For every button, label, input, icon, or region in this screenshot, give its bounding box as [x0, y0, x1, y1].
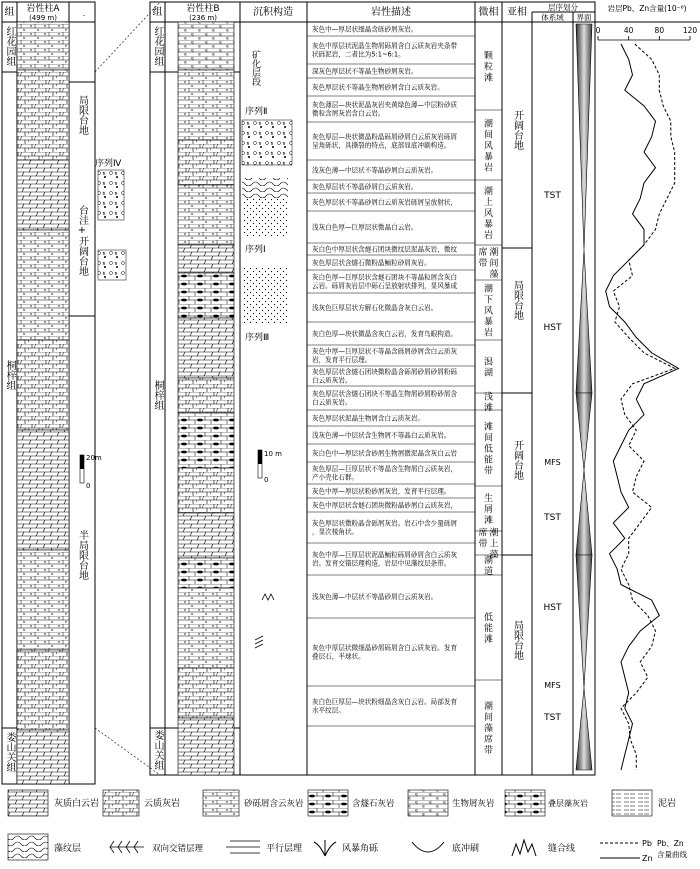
wedge-4 — [576, 470, 592, 555]
microfacies-char: 潮 — [483, 556, 494, 566]
annotation-seq-2: 序列Ⅱ — [245, 107, 268, 117]
microfacies-char: 暴 — [483, 220, 494, 230]
microfacies-char: 带 — [478, 259, 488, 269]
microfacies-char: 间 — [489, 259, 499, 269]
microfacies-char: 藻 — [483, 724, 494, 734]
description-row: 灰色中厚层状含燧石团块微粉晶砂屑白云质灰岩， — [312, 501, 458, 510]
microfacies-char: 岩 — [483, 328, 494, 339]
stylolite-icon — [512, 840, 536, 856]
subfacies-4: 局限台地 — [511, 620, 523, 660]
curve-tick-label: 120 — [682, 26, 698, 35]
description-row: 浅灰色薄—中层状不等晶砂屑白云质灰岩。 — [312, 166, 438, 175]
formation-label-2: 桐梓组 — [152, 380, 163, 410]
col-b-lith-6 — [178, 273, 234, 318]
legend-row-1 — [8, 790, 676, 816]
col-a-lith-5 — [17, 340, 69, 430]
legend-label-cross: 双向交错层理 — [152, 844, 204, 854]
algal-laminae-1 — [242, 178, 288, 198]
col-a-breccia-inset-2 — [98, 250, 126, 280]
microfacies-char: 屑 — [483, 505, 494, 515]
annotation-seq-1: 序列Ⅰ — [245, 245, 266, 255]
col-b-lith-5 — [178, 245, 234, 273]
formation-label-3: 娄山关组 — [152, 730, 163, 770]
microfacies-char: 岩 — [483, 231, 494, 241]
description-row: 灰色中厚层状微细晶砂屑砾屑含白云质灰岩。发育叠层石，半球状。 — [312, 644, 458, 661]
microfacies-char: 生 — [483, 494, 494, 504]
column-b-lithology — [178, 22, 234, 775]
curve-tick-label: 40 — [623, 26, 634, 35]
tract-2: HST — [543, 323, 562, 333]
microfacies-char: 风 — [483, 306, 494, 317]
col-b-lith-3 — [178, 140, 234, 185]
col-a-top-dot: . — [82, 9, 86, 18]
legend-label-stromatolite: 叠层藻灰岩 — [548, 799, 588, 808]
microfacies-char: 带 — [483, 746, 494, 756]
microfacies-char: 席 — [483, 735, 494, 745]
microfacies-char: 上 — [489, 539, 499, 550]
microfacies-char: 间 — [483, 130, 494, 141]
col-b-lith-15 — [178, 718, 234, 775]
legend-swatch-dolo — [8, 790, 48, 816]
header-microfacies: 微相 — [478, 7, 499, 18]
legend-swatch-stromatolite — [505, 790, 545, 816]
legend-label-mud: 泥岩 — [658, 799, 677, 809]
header-systems-tract: 体系域 — [541, 13, 564, 22]
tract-4: TST — [544, 513, 561, 523]
description-row: 灰白色中—厚层状含砂屑生物屑微泥晶含灰白云岩 — [312, 449, 458, 458]
legend-label-lime: 云质灰岩 — [144, 799, 181, 809]
legend-label-scour: 底冲刷 — [452, 844, 480, 854]
header-structure: 沉积构造 — [253, 7, 293, 18]
microfacies-char: 风 — [483, 141, 494, 152]
description-row: 灰白色厚—块状微晶含灰白云岩，发育鸟眼构造。 — [312, 329, 458, 338]
microfacies-char: 风 — [483, 209, 494, 219]
microfacies-char: 间 — [483, 713, 494, 723]
description-row: 浅灰白色厚—巨厚层状微晶白云岩。 — [312, 223, 418, 232]
microfacies-char: 带 — [483, 466, 494, 477]
sequence-wedges — [576, 24, 592, 770]
legend-label-bio: 生物屑灰岩 — [452, 799, 495, 809]
tract-5: HST — [543, 603, 562, 613]
col-a-lith-8 — [17, 650, 69, 730]
legend-zn-label: Zn — [642, 854, 653, 863]
parallel-bedding-icon — [226, 841, 260, 853]
microfacies-char: 席 — [478, 528, 488, 539]
curve-axis-ticks — [596, 26, 698, 40]
col-b-lith-1 — [178, 22, 234, 70]
wedge-3 — [576, 393, 592, 470]
legend-swatch-lime — [103, 790, 139, 816]
col-b-lith-14 — [178, 668, 234, 718]
microfacies-char: 颗 — [483, 51, 494, 62]
microfacies-char: 道 — [483, 567, 494, 577]
tract-7: TST — [544, 713, 561, 723]
microfacies-char: 潮 — [489, 248, 499, 258]
col-a-formation-1: 红花园组 — [4, 26, 15, 66]
zn-curve — [606, 44, 679, 770]
description-row: 灰白色中厚层状含燧石团块微纹层泥晶灰岩，微纹 — [312, 245, 458, 254]
structure-drawings — [242, 49, 292, 648]
description-row: 灰色厚层状不等晶砂屑白云质灰岩。 — [312, 182, 418, 191]
description-row: 灰色中厚—巨厚层状不等晶含砾屑砂屑含白云质灰岩，发育平行层理。 — [312, 347, 458, 364]
cross-bedding-icon — [110, 841, 144, 853]
col-b-lith-4 — [178, 185, 234, 245]
legend-label-chert: 含燧石灰岩 — [352, 799, 395, 809]
microfacies-char: 滩 — [483, 403, 494, 414]
legend — [8, 790, 687, 863]
col-b-scale-fill — [258, 450, 262, 464]
description-row: 深灰色厚层状不等晶生物砂屑灰岩。 — [312, 67, 418, 76]
col-a-scale-value: 20m — [86, 454, 102, 462]
description-row: 灰色厚层状含燧石微粉晶鲕粒砂屑灰岩。 — [312, 258, 431, 267]
subfacies-1: 开阔台地 — [511, 110, 523, 150]
curve-tick-label: 0 — [595, 26, 601, 35]
annotation-seq-3: 序列Ⅲ — [245, 333, 270, 343]
description-row: 灰色厚层状不等晶生物屑砂屑含白云质灰岩。 — [312, 83, 444, 92]
header-description: 岩性描述 — [371, 7, 411, 18]
stylolite-mark — [262, 594, 274, 600]
microfacies-column — [475, 51, 502, 776]
legend-swatch-chert — [308, 790, 348, 816]
description-row: 灰色中厚—厚层状粉砂屑灰岩，发育平行层理。 — [312, 487, 451, 496]
col-b-lith-7 — [178, 318, 234, 378]
legend-label-sandgravel: 砂砾屑含云灰岩 — [244, 799, 304, 809]
microfacies-char: 间 — [483, 433, 494, 444]
storm-breccia-1 — [242, 120, 292, 165]
description-row: 灰色中厚层状泥晶生物屑砾屑含白云质灰岩夹条带状砾泥岩，二者比为5:1~6:1。 — [312, 42, 458, 59]
stipple-block-1 — [242, 198, 288, 238]
microfacies-char: 潟 — [483, 357, 494, 368]
microfacies-char: 滩 — [483, 73, 494, 84]
tract-6: MFS — [544, 681, 561, 690]
col-b-lith-10 — [178, 468, 234, 513]
formation-label-1: 红花园组 — [152, 26, 163, 66]
header-curve: 岩层Pb、Zn含量(10⁻⁶) — [607, 4, 687, 13]
microfacies-char: 暴 — [483, 317, 494, 328]
header-sequence-division: 层序划分 — [548, 3, 578, 12]
col-a-sequence-label: 序列Ⅳ — [95, 159, 122, 169]
legend-row-2 — [8, 834, 687, 863]
col-b-lith-12 — [178, 558, 234, 588]
microfacies-char: 粒 — [483, 62, 494, 73]
description-row: 灰色厚层状泥晶生物屑含白云质灰岩。 — [312, 414, 425, 423]
col-a-facies-2: 台洼+开阔台地 — [76, 205, 88, 276]
col-a-lith-1 — [17, 22, 69, 70]
col-b-lith-8 — [178, 378, 234, 413]
main-table — [150, 2, 700, 775]
storm-breccia-icon — [314, 840, 336, 856]
wedge-5 — [576, 555, 592, 688]
header-boundary: 界面 — [576, 13, 592, 22]
col-a-lith-4 — [17, 230, 69, 340]
header-column-b-thickness: (236 m) — [189, 14, 217, 22]
col-a-lith-9 — [17, 730, 69, 784]
col-a-scale-fill — [80, 455, 84, 469]
systems-tract-column — [543, 191, 562, 723]
description-row: 灰色厚层状不等晶砂屑白云质灰岩砾屑呈放射状， — [312, 198, 458, 207]
tract-1: TST — [544, 191, 561, 201]
microfacies-char: 能 — [483, 455, 494, 466]
microfacies-char: 滩 — [483, 422, 494, 433]
col-a-breccia-inset — [98, 170, 124, 220]
annotation-mineralized: 矿化层段 — [250, 50, 260, 86]
description-row: 灰白色巨厚层—块状粉细晶含灰白云岩。局部发育水平纹层。 — [312, 698, 458, 715]
wedge-2 — [576, 250, 592, 393]
legend-label-algal: 藻纹层 — [54, 844, 82, 854]
col-a-thickness: (499 m) — [29, 14, 57, 22]
subfacies-2: 局限台地 — [511, 280, 523, 320]
microfacies-char: 低 — [483, 613, 494, 623]
legend-label-parallel: 平行层理 — [266, 844, 303, 854]
col-b-lith-13 — [178, 588, 234, 668]
col-a-lith-6 — [17, 430, 69, 550]
legend-curve-label: Pb、Zn — [657, 839, 684, 848]
microfacies-char: 暴 — [483, 152, 494, 163]
legend-swatch-mud — [612, 790, 652, 816]
col-a-formation-2: 桐梓组 — [4, 360, 15, 390]
microfacies-char: 潮 — [483, 702, 494, 712]
microfacies-char: 湖 — [483, 368, 494, 379]
legend-swatch-algal — [8, 834, 48, 860]
description-row: 浅灰色薄—中层状不等晶砂屑白云质灰岩。 — [312, 592, 438, 601]
legend-swatch-bio — [408, 790, 448, 816]
legend-label-storm: 风暴角砾 — [342, 844, 379, 854]
description-row: 浅灰色巨厚层状方解石化微晶含灰白云岩。 — [312, 303, 438, 312]
col-a-lith-2 — [17, 70, 69, 160]
description-row: 浅灰色薄—中层状含生物屑不等晶白云质灰岩。 — [312, 431, 451, 440]
header-subfacies: 亚相 — [507, 7, 527, 18]
stipple-block-2 — [242, 268, 288, 323]
description-row: 灰色厚层状含燧石团块微粉晶含砾屑砂屑砂屑粉砾白云质灰岩。 — [312, 368, 458, 385]
microfacies-char: 浅 — [483, 392, 494, 403]
microfacies-char: 岩 — [483, 163, 494, 174]
description-row: 灰白色厚—巨厚层状含燧石团块不等晶粒屑含灰白云岩。砾屑灰岩层中砾石呈放射状排列，显风暴成 — [312, 273, 458, 290]
col-a-facies-3: 半局限台地 — [76, 530, 88, 580]
col-b-scale-value: 10 m — [264, 450, 282, 458]
legend-curve-label-2: 含量曲线 — [657, 850, 687, 859]
microfacies-char: 上 — [483, 198, 494, 208]
description-row: 灰色厚层状含燧石团块不等晶生物屑砂屑粉砂屑含白云质灰岩。 — [312, 390, 458, 407]
legend-pb-label: Pb — [642, 839, 652, 848]
pb-zn-curve-panel — [596, 26, 698, 770]
tract-3: MFS — [544, 458, 561, 467]
header-column-b: 岩性柱B — [186, 4, 220, 14]
col-b-lith-11 — [178, 513, 234, 558]
subfacies-column — [502, 110, 532, 660]
microfacies-char: 席 — [478, 248, 488, 258]
description-rows — [307, 24, 475, 726]
cross-bedding-mark — [255, 636, 263, 648]
microfacies-char: 潮 — [483, 284, 494, 295]
col-b-lith-2 — [178, 70, 234, 140]
legend-label-dolo-1: 灰质白云岩 — [54, 799, 100, 809]
description-row: 灰色厚层—块状微晶粉晶砾屑砂屑白云质灰岩砾屑呈角砾状，具撕裂的特点，底部显底冲刷构造。 — [312, 133, 458, 150]
microfacies-char: 潮 — [483, 119, 494, 130]
col-a-title: 岩性柱A — [26, 4, 60, 14]
microfacies-char: 滩 — [483, 516, 494, 526]
curve-tick-label: 80 — [654, 26, 665, 35]
scour-icon — [412, 842, 444, 852]
col-b-lith-9 — [178, 413, 234, 468]
col-a-formation-3: 娄山关组 — [4, 732, 15, 772]
microfacies-char: 低 — [483, 444, 494, 455]
microfacies-char: 潮 — [489, 528, 499, 539]
microfacies-char: 藻 — [489, 550, 499, 561]
microfacies-char: 藻 — [489, 270, 499, 280]
col-a-lith-3 — [17, 160, 69, 230]
microfacies-char: 下 — [483, 295, 494, 306]
subfacies-3: 开阔台地 — [511, 440, 523, 480]
col-a-scale-zero: 0 — [86, 482, 91, 490]
microfacies-char: 带 — [478, 539, 488, 550]
microfacies-char: 潮 — [483, 187, 494, 197]
microfacies-char: 滩 — [483, 635, 494, 645]
microfacies-char: 能 — [483, 624, 494, 634]
wedge-6 — [576, 688, 592, 770]
description-row: 灰色厚层—巨厚层状不等晶含生物屑白云质灰岩，产小壳化石群。 — [312, 465, 458, 482]
col-b-scale-zero: 0 — [264, 476, 269, 484]
column-a-panel — [2, 2, 126, 784]
description-row: 灰色薄层—块状泥晶灰岩夹黄绿色薄—中层粉砂质微粒含屑灰岩含白云岩。 — [312, 101, 458, 118]
legend-label-stylolite: 缝合线 — [548, 844, 576, 854]
description-row: 灰色中厚—巨厚层状泥晶鲕粒砾屑砂屑含白云质灰岩。发育交错层理构造，岩层中见藻纹层条带。 — [312, 551, 458, 568]
wedge-1 — [576, 24, 592, 250]
col-a-group-header: 组 — [4, 7, 15, 18]
col-a-facies-1: 局限台地 — [76, 95, 88, 135]
col-a-lith-7 — [17, 550, 69, 650]
header-group: 组 — [152, 7, 163, 18]
description-row: 灰色厚层状微粉晶含砾屑灰岩。岩石中含少量砾屑，显次棱角状。 — [312, 519, 458, 536]
description-row: 灰色中—厚层状细晶含砾砂屑灰岩。 — [312, 25, 418, 34]
legend-swatch-sandgravel — [203, 790, 239, 816]
